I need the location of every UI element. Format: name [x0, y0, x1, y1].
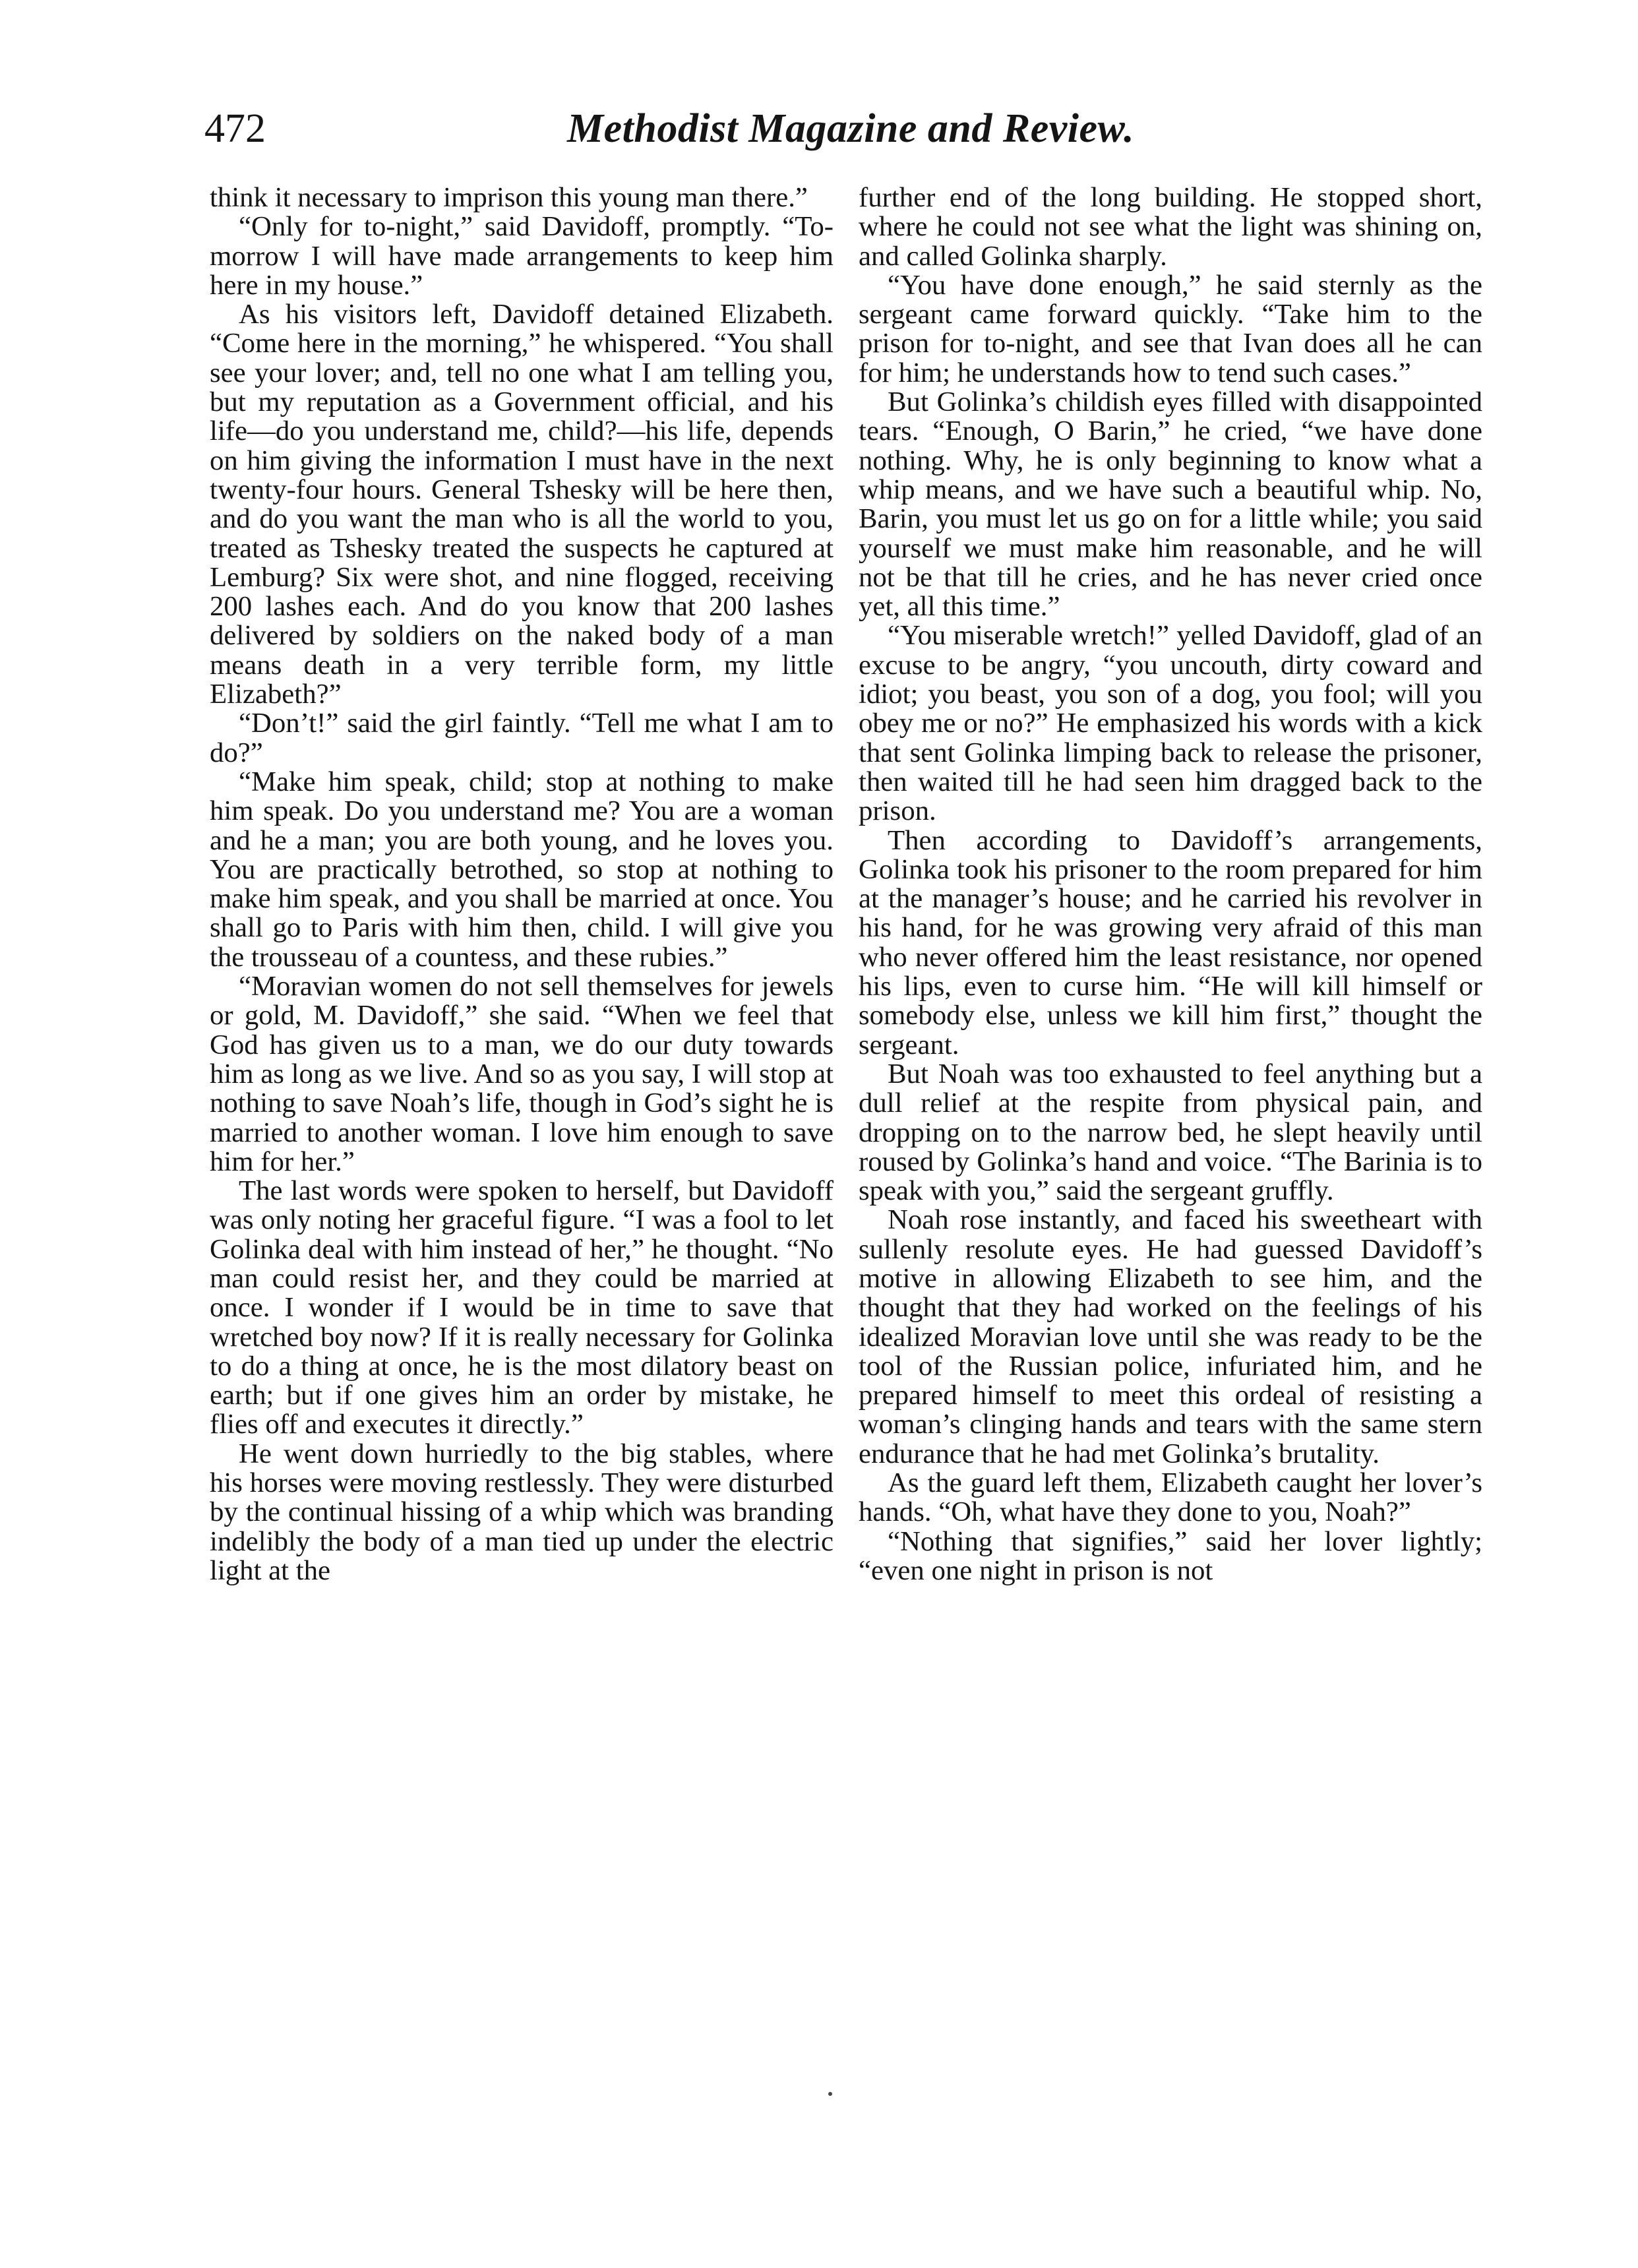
left-column — [210, 183, 834, 1585]
paragraph: further end of the long building. He stopped short, where he could not see what the light was shining on, and called Golinka sharply. — [859, 182, 1482, 272]
paragraph: think it necessary to imprison this young man there.” — [210, 182, 808, 213]
paragraph: “Don’t!” said the girl faintly. “Tell me what I am to do?” — [210, 708, 834, 768]
paragraph: Noah rose instantly, and faced his sweetheart with sullenly resolute eyes. He had guessed Davidoff’s motive in allowing Elizabeth to see him, and the thought that they had worked on the feelings of his idealized Moravian love until she was ready to be the tool of the Russian police, infuriated him, and he prepared himself to meet this ordeal of resisting a woman’s clinging hands and tears with the same stern endurance that he had met Golinka’s brutality. — [859, 1204, 1482, 1469]
paragraph: “Only for to-night,” said Davidoff, promptly. “To-morrow I will have made arrangements to keep him here in my house.” — [210, 211, 834, 301]
paragraph: He went down hurriedly to the big stables, where his horses were moving restlessly. They were disturbed by the continual hissing of a whip which was branding indelibly the body of a man tied up under the electric light at the — [210, 1438, 834, 1586]
footer-dot — [828, 2092, 832, 2096]
paragraph: The last words were spoken to herself, but Davidoff was only noting her graceful figure. “I was a fool to let Golinka deal with him instead of her,” he thought. “No man could resist her, and they could be married at once. I wonder if I would be in time to save that wretched boy now? If it is really necessary for Golinka to do a thing at once, he is the most dilatory beast on earth; but if one gives him an order by mistake, he flies off and executes it directly.” — [210, 1175, 834, 1440]
paragraph: As his visitors left, Davidoff detained Elizabeth. “Come here in the morning,” he whispered. “You shall see your lover; and, tell no one what I am telling you, but my reputation as a Government official, and his life—do you understand me, child?—his life, depends on him giving the information I must have in the next twenty-four hours. General Tshesky will be here then, and do you want the man who is all the world to you, treated as Tshesky treated the suspects he captured at Lemburg? Six were shot, and nine flogged, receiving 200 lashes each. And do you know that 200 lashes delivered by soldiers on the naked body of a man means death in a very terrible form, my little Elizabeth?” — [210, 299, 834, 710]
paragraph: Then according to Davidoff’s arrangements, Golinka took his prisoner to the room prepared for him at the manager’s house; and he carried his revolver in his hand, for he was growing very afraid of this man who never offered him the least resistance, nor opened his lips, even to curse him. “He will kill himself or somebody else, unless we kill him first,” thought the sergeant. — [859, 824, 1482, 1060]
paragraph: “You miserable wretch!” yelled Davidoff, glad of an excuse to be angry, “you uncouth, dirty coward and idiot; you beast, you son of a dog, you fool; will you obey me or no?” He emphasized his words with a kick that sent Golinka limping back to release the prisoner, then waited till he had seen him dragged back to the prison. — [859, 620, 1482, 827]
running-head: Methodist Magazine and Review. — [567, 106, 1135, 151]
paragraph: But Golinka’s childish eyes filled with disappointed tears. “Enough, O Barin,” he cried, “we have done nothing. Why, he is only beginning to know what a whip means, and we have such a beautiful whip. No, Barin, you must let us go on for a little while; you said yourself we must make him reasonable, and he will not be that till he cries, and he has never cried once yet, all this time.” — [859, 386, 1482, 623]
paragraph: “Make him speak, child; stop at nothing to make him speak. Do you understand me? You are a woman and he a man; you are both young, and he loves you. You are practically betrothed, so stop at nothing to make him speak, and you shall be married at once. You shall go to Paris with him then, child. I will give you the trousseau of a countess, and these rubies.” — [210, 766, 834, 973]
paragraph: But Noah was too exhausted to feel anything but a dull relief at the respite from physical pain, and dropping on to the narrow bed, he slept heavily until roused by Golinka’s hand and voice. “The Barinia is to speak with you,” said the sergeant gruffly. — [859, 1058, 1482, 1207]
right-column — [859, 183, 1482, 1585]
paragraph: As the guard left them, Elizabeth caught her lover’s hands. “Oh, what have they done to you, Noah?” — [859, 1467, 1482, 1528]
paragraph: “You have done enough,” he said sternly as the sergeant came forward quickly. “Take him to the prison for to-night, and see that Ivan does all he can for him; he understands how to tend such cases.” — [859, 269, 1482, 388]
page-number: 472 — [204, 106, 266, 151]
paragraph: “Nothing that signifies,” said her lover lightly; “even one night in prison is not — [859, 1525, 1482, 1586]
paragraph: “Moravian women do not sell themselves for jewels or gold, M. Davidoff,” she said. “When we feel that God has given us to a man, we do our duty towards him as long as we live. And so as you say, I will stop at nothing to save Noah’s life, though in God’s sight he is married to another woman. I love him enough to save him for her.” — [210, 971, 834, 1177]
